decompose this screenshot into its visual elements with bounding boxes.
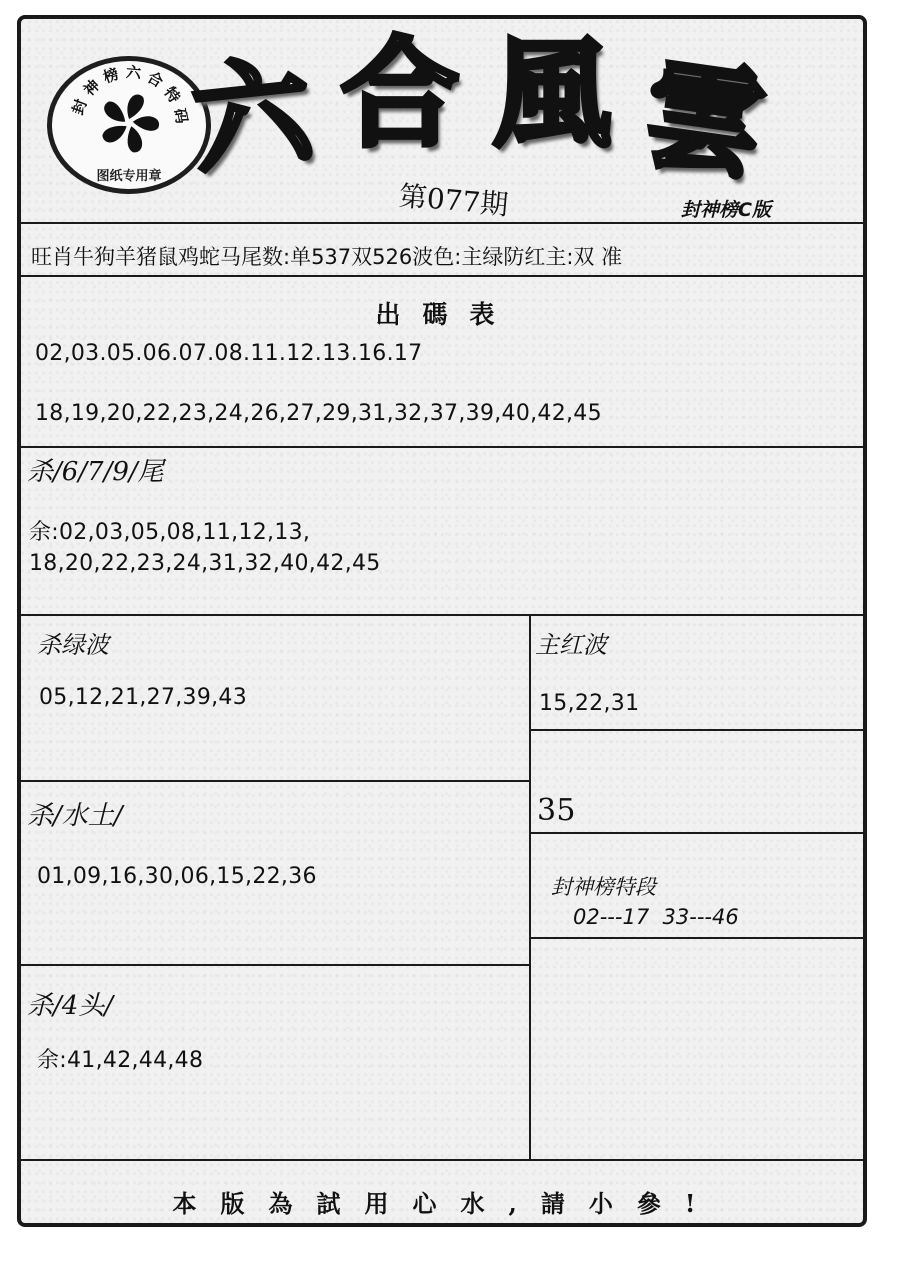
main-red-values: 15,22,31 — [539, 691, 640, 716]
title-char-4: 雲 — [635, 42, 773, 197]
special-segment-values: 02---17 33---46 — [573, 905, 739, 929]
kill-head-heading: 杀/4头/ — [27, 991, 114, 1021]
stamp-seal — [47, 56, 211, 194]
stamp-ring-char: 神 — [80, 76, 104, 100]
divider-right-3 — [529, 937, 863, 939]
kill-green-heading: 杀绿波 — [37, 631, 109, 659]
title-char-1: 六 — [186, 40, 318, 191]
title-char-3: 風 — [493, 24, 612, 163]
divider-header — [21, 222, 863, 224]
issue-number: 第077期 — [397, 179, 510, 222]
lottery-sheet — [17, 15, 867, 1227]
code-table-row-1: 02,03.05.06.07.08.11.12.13.16.17 — [35, 341, 423, 366]
kill-water-earth-values: 01,09,16,30,06,15,22,36 — [37, 864, 317, 889]
code-table-row-2: 18,19,20,22,23,24,26,27,29,31,32,37,39,40,42,45 — [35, 401, 602, 426]
stamp-ring-char: 榜 — [100, 64, 122, 87]
divider-right-1 — [529, 729, 863, 731]
page-title — [186, 24, 803, 197]
title-char-2: 合 — [341, 24, 460, 163]
edition-label: 封神榜C版 — [681, 199, 771, 221]
kill-tail-heading: 杀/6/7/9/尾 — [27, 457, 164, 487]
single-number: 35 — [537, 793, 576, 828]
kill-tail-line-1: 余:02,03,05,08,11,12,13, — [29, 520, 311, 545]
divider-left-1 — [21, 780, 529, 782]
stamp-bottom-text: 图纸专用章 — [96, 169, 162, 184]
divider-zodiac — [21, 275, 863, 277]
kill-head-values: 余:41,42,44,48 — [37, 1048, 204, 1073]
kill-green-values: 05,12,21,27,39,43 — [39, 685, 248, 710]
footer-notice: 本版為試用心水,請小參! — [172, 1189, 720, 1218]
code-table-title: 出碼表 — [375, 300, 517, 329]
divider-left-2 — [21, 964, 529, 966]
kill-water-earth-heading: 杀/水土/ — [27, 801, 123, 831]
special-segment-heading: 封神榜特段 — [551, 875, 656, 899]
divider-code-table — [21, 446, 863, 448]
divider-vertical — [529, 614, 531, 1159]
divider-kill-tail — [21, 614, 863, 616]
stamp-ring-char: 合 — [144, 68, 167, 92]
divider-right-2 — [529, 832, 863, 834]
zodiac-line: 旺肖牛狗羊猪鼠鸡蛇马尾数:单537双526波色:主绿防红主:双 准 — [31, 245, 623, 269]
main-red-heading: 主红波 — [535, 631, 607, 659]
kill-tail-line-2: 18,20,22,23,24,31,32,40,42,45 — [29, 551, 381, 576]
stamp-ring-char: 特 — [160, 83, 184, 107]
stamp-ring-char: 码 — [170, 106, 191, 125]
stamp-ring-char: 封 — [68, 96, 91, 118]
stamp-ring-char: 六 — [125, 63, 142, 83]
divider-footer — [21, 1159, 863, 1161]
